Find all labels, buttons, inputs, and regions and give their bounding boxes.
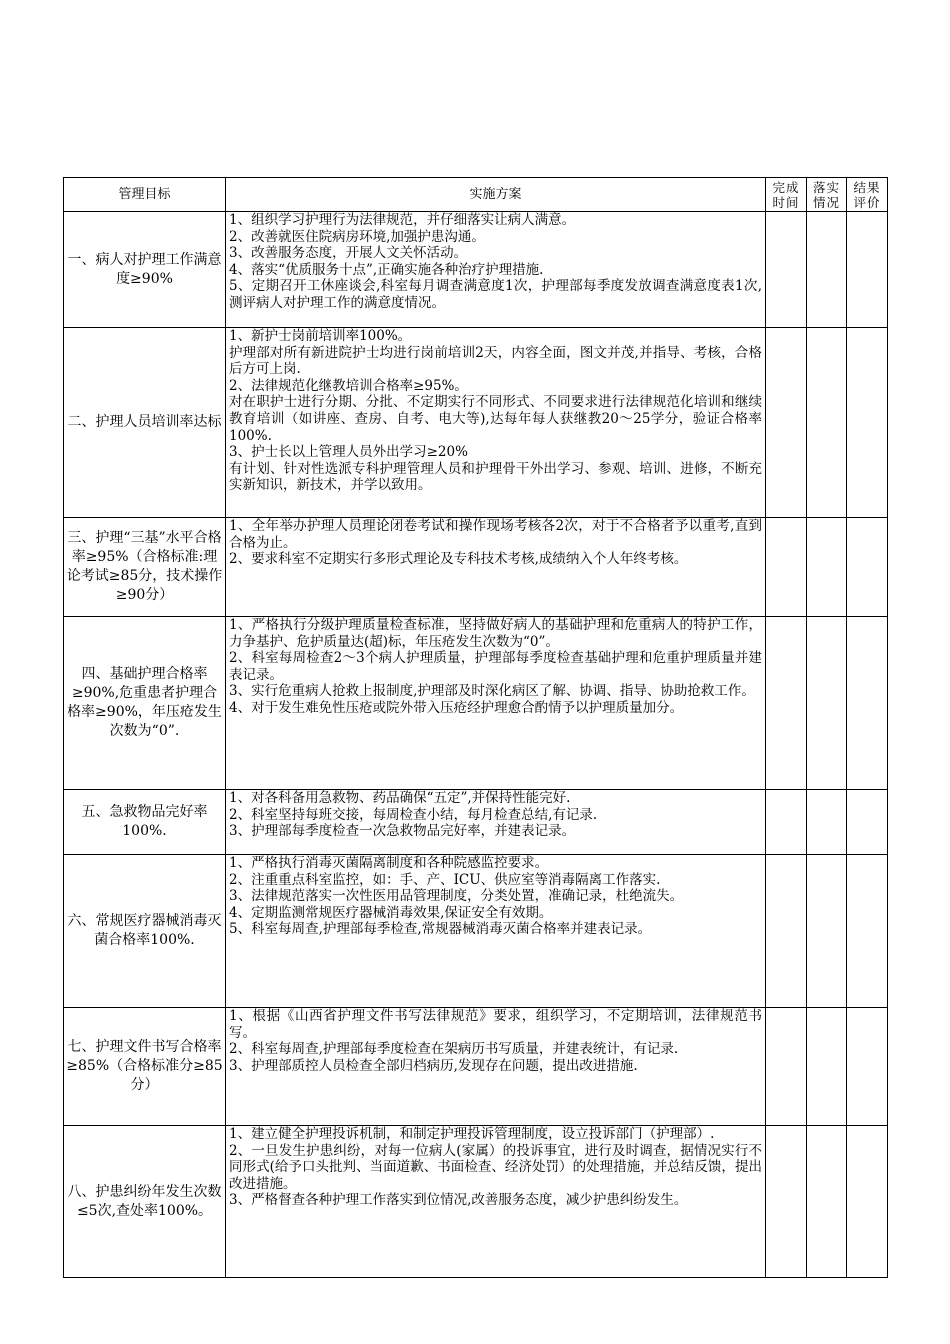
plan-item: 2、改善就医住院病房环境,加强护患沟通。 (229, 228, 485, 245)
complete-time-cell (766, 855, 807, 1008)
plan-item: 3、实行危重病人抢救上报制度,护理部及时深化病区了解、协调、指导、协助抢救工作。 (229, 683, 755, 700)
plan-item: 有计划、针对性选派专科护理管理人员和护理骨干外出学习、参观、培训、进修，不断充实新知识，新技术，并学以致用。 (229, 460, 762, 494)
plan-item: 3、护理部质控人员检查全部归档病历,发现存在问题，提出改进措施. (229, 1057, 638, 1074)
plan-item: 4、定期监测常规医疗器械消毒效果,保证安全有效期。 (229, 904, 553, 921)
plan-item: 3、护理部每季度检查一次急救物品完好率，并建表记录。 (229, 823, 576, 840)
plan-item: 1、建立健全护理投诉机制，和制定护理投诉管理制度，设立投诉部门（护理部）. (229, 1126, 715, 1142)
goal-cell: 四、基础护理合格率≥90%,危重患者护理合格率≥90%，年压疮发生次数为“0”. (64, 617, 226, 790)
evaluation-cell (847, 212, 888, 328)
header-evaluation: 结果评价 (847, 178, 888, 212)
plan-cell (226, 617, 766, 790)
complete-time-cell (766, 328, 807, 518)
evaluation-cell (847, 518, 888, 617)
plan-item: 2、科室每周查,护理部每季度检查在架病历书写质量，并建表统计，有记录. (229, 1041, 679, 1058)
header-complete-time: 完成时间 (766, 178, 807, 212)
plan-item: 对在职护士进行分期、分批、不定期实行不同形式、不同要求进行法律规范化培训和继续教育培训（如讲座、查房、自考、电大等),达每年每人获继教20～25学分，验证合格率100%. (229, 394, 762, 444)
header-goal: 管理目标 (64, 178, 226, 212)
implementation-cell (807, 518, 847, 617)
table-row (64, 328, 888, 518)
plan-cell (226, 212, 766, 328)
complete-time-cell (766, 617, 807, 790)
evaluation-cell (847, 855, 888, 1008)
plan-item: 5、科室每周查,护理部每季检查,常规器械消毒灭菌合格率并建表记录。 (229, 921, 652, 938)
table-row (64, 212, 888, 328)
plan-cell (226, 790, 766, 855)
plan-cell (226, 1008, 766, 1126)
plan-item: 3、护士长以上管理人员外出学习≥20% (229, 444, 468, 461)
plan-item: 1、全年举办护理人员理论闭卷考试和操作现场考核各2次，对于不合格者予以重考,直到合格为止。 (229, 518, 762, 551)
goal-cell: 三、护理“三基”水平合格率≥95%（合格标准:理论考试≥85分，技术操作≥90分） (64, 518, 226, 617)
plan-item: 1、对各科备用急救物、药品确保“五定”,并保持性能完好. (229, 790, 571, 806)
plan-cell (226, 855, 766, 1008)
plan-item: 护理部对所有新进院护士均进行岗前培训2天，内容全面，图文并茂,并指导、考核，合格后方可上岗. (229, 344, 762, 378)
goal-cell: 二、护理人员培训率达标 (64, 328, 226, 518)
table-header-row (64, 178, 888, 212)
plan-cell (226, 328, 766, 518)
goal-cell: 五、急救物品完好率100%. (64, 790, 226, 855)
complete-time-cell (766, 212, 807, 328)
plan-item: 3、改善服务态度，开展人文关怀活动。 (229, 245, 468, 262)
plan-item: 2、要求科室不定期实行多形式理论及专科技术考核,成绩纳入个人年终考核。 (229, 551, 688, 568)
plan-cell (226, 1126, 766, 1278)
goal-cell: 七、护理文件书写合格率≥85%（合格标准分≥85分） (64, 1008, 226, 1126)
plan-item: 1、组织学习护理行为法律规范，并仔细落实让病人满意。 (229, 212, 576, 228)
table-row (64, 790, 888, 855)
evaluation-cell (847, 790, 888, 855)
table-row (64, 855, 888, 1008)
plan-item: 4、对于发生难免性压疮或院外带入压疮经护理愈合酌情予以护理质量加分。 (229, 699, 684, 716)
goal-cell: 一、病人对护理工作满意度≥90% (64, 212, 226, 328)
plan-item: 4、落实“优质服务十点”,正确实施各种治疗护理措施. (229, 261, 544, 278)
implementation-cell (807, 790, 847, 855)
evaluation-cell (847, 1008, 888, 1126)
evaluation-cell (847, 1126, 888, 1278)
plan-item: 2、科室坚持每班交接，每周检查小结，每月检查总结,有记录. (229, 806, 598, 823)
implementation-cell (807, 855, 847, 1008)
implementation-cell (807, 617, 847, 790)
implementation-cell (807, 328, 847, 518)
plan-item: 1、严格执行消毒灭菌隔离制度和各种院感监控要求。 (229, 855, 549, 871)
document-page (63, 177, 887, 1278)
goal-cell: 六、常规医疗器械消毒灭菌合格率100%. (64, 855, 226, 1008)
plan-item: 3、法律规范落实一次性医用品管理制度，分类处置，准确记录，杜绝流失。 (229, 888, 684, 905)
plan-item: 2、一旦发生护患纠纷，对每一位病人(家属）的投诉事宜，进行及时调查，据情况实行不同形式(给予口头批判、当面道歉、书面检查、经济处罚）的处理措施，并总结反馈，提出改进措施。 (229, 1142, 762, 1192)
table-row (64, 617, 888, 790)
plan-item: 5、定期召开工休座谈会,科室每月调查满意度1次，护理部每季度发放调查满意度表1次,测评病人对护理工作的满意度情况。 (229, 278, 762, 311)
implementation-cell (807, 1008, 847, 1126)
complete-time-cell (766, 1126, 807, 1278)
header-implementation: 落实情况 (807, 178, 847, 212)
plan-item: 2、科室每周检查2～3个病人护理质量，护理部每季度检查基础护理和危重护理质量并建表记录。 (229, 650, 762, 683)
plan-cell (226, 518, 766, 617)
evaluation-cell (847, 617, 888, 790)
table-row (64, 1008, 888, 1126)
table-row (64, 1126, 888, 1278)
plan-item: 2、法律规范化继教培训合格率≥95%。 (229, 377, 468, 394)
implementation-cell (807, 1126, 847, 1278)
goal-cell: 八、护患纠纷年发生次数≤5次,查处率100%。 (64, 1126, 226, 1278)
complete-time-cell (766, 518, 807, 617)
plan-item: 1、新护士岗前培训率100%。 (229, 328, 412, 344)
plan-item: 3、严格督查各种护理工作落实到位情况,改善服务态度，减少护患纠纷发生。 (229, 1192, 688, 1209)
evaluation-cell (847, 328, 888, 518)
implementation-cell (807, 212, 847, 328)
complete-time-cell (766, 790, 807, 855)
nursing-management-table (63, 177, 888, 1278)
complete-time-cell (766, 1008, 807, 1126)
plan-item: 2、注重重点科室监控，如：手、产、ICU、供应室等消毒隔离工作落实. (229, 871, 661, 888)
plan-item: 1、严格执行分级护理质量检查标准，坚持做好病人的基础护理和危重病人的特护工作，力争基护、危护质量达(超)标，年压疮发生次数为“0”。 (229, 617, 762, 650)
table-row (64, 518, 888, 617)
plan-item: 1、根据《山西省护理文件书写法律规范》要求，组织学习，不定期培训，法律规范书写。 (229, 1008, 762, 1041)
header-plan: 实施方案 (226, 178, 766, 212)
